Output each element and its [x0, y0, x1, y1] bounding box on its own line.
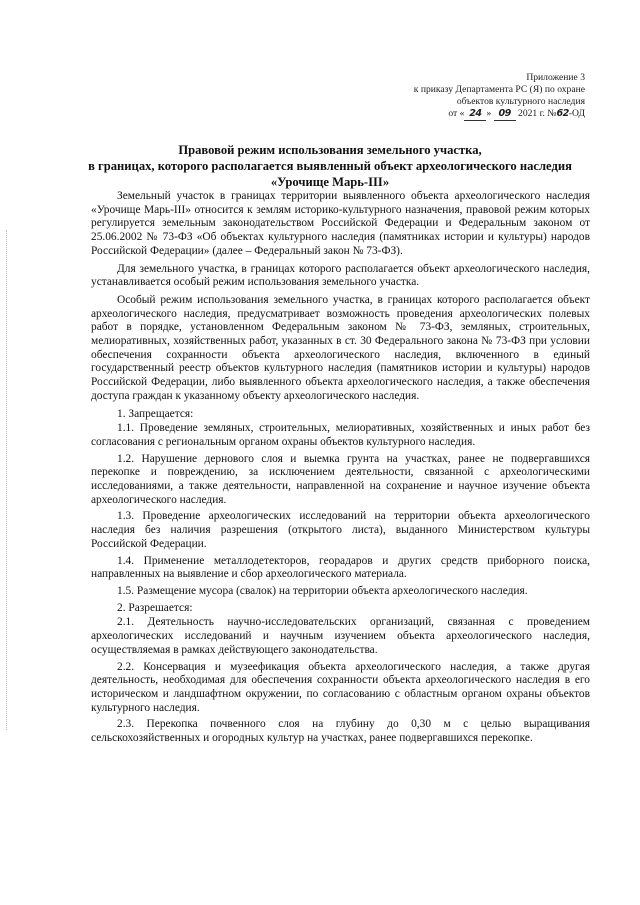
- scan-edge-mark: [6, 230, 8, 730]
- paragraph-intro: Земельный участок в границах территории выявленного объекта археологического наследия «Урочище Марь-III» относится к землям историко-культурного назначения, правовой режим которых регулируется земельным законодательством Российской Федерации и Федеральным законом от 25.06.2002 № 73-ФЗ «Об объектах культурного наследия (памятниках истории и культуры) народов Российской Федерации» (далее – Федеральный закон № 73-ФЗ).: [91, 190, 590, 257]
- handwritten-month: 09: [494, 108, 516, 121]
- clause-2-3: 2.3. Перекопка почвенного слоя на глубину до 0,30 м с целью выращивания сельскохозяйственных и огородных культур на участках, ранее подвергавшихся перекопке.: [91, 718, 590, 745]
- clause-1-1: 1.1. Проведение земляных, строительных, мелиоративных, хозяйственных и иных работ без согласования с региональным органом охраны объектов культурного наследия.: [91, 422, 590, 448]
- handwritten-order-number: 62: [556, 108, 569, 119]
- date-prefix: от «: [448, 108, 465, 119]
- title-line-2: в границах, которого располагается выявленный объект археологического наследия: [88, 159, 572, 173]
- title-line-3: «Урочище Марь-III»: [270, 175, 390, 189]
- handwritten-day: 24: [464, 108, 486, 121]
- appendix-order-date-line: [325, 108, 585, 121]
- clause-1-4: 1.4. Применение металлодетекторов, георадаров и других средств приборного поиска, направленных на выявление и сбор археологического материала.: [91, 554, 590, 581]
- appendix-order-ref-cont: объектов культурного наследия: [456, 96, 585, 107]
- section-permitted-heading: 2. Разрешается:: [117, 601, 193, 614]
- clause-1-3: 1.3. Проведение археологических исследований на территории объекта археологического наследия без наличия разрешения (открытого листа), выданного Министерством культуры Российской Федерации.: [91, 510, 590, 550]
- title-line-1: Правовой режим использования земельного участка,: [178, 143, 482, 157]
- date-mid: »: [486, 108, 494, 119]
- document-body: [91, 190, 590, 749]
- clause-1-2: 1.2. Нарушение дернового слоя и выемка грунта на участках, ранее не подвергавшихся перекопке и повреждению, за исключением деятельности, связанной с археологическими исследованиями, а также деятельности, направленной на сохранение и научное изучение объекта археологического наследия.: [91, 452, 590, 506]
- date-year: 2021 г. №: [515, 108, 557, 119]
- document-title: [70, 142, 590, 190]
- section-prohibited-heading: 1. Запрещается:: [117, 407, 194, 420]
- order-suffix: -ОД: [568, 108, 585, 119]
- appendix-label: Приложение 3: [526, 72, 585, 83]
- clause-2-2: 2.2. Консервация и музеефикация объекта археологического наследия, а также другая деятельность, необходимая для обеспечения сохранности объекта археологического наследия в его историческом и ландшафтном окружении, по согласованию с областным органом охраны объектов культурного наследия.: [91, 660, 590, 714]
- clause-2-1: 2.1. Деятельность научно-исследовательских организаций, связанная с проведением археологических исследований и научным изучением объекта археологического наследия, осуществляемая в рамках действующего законодательства.: [91, 616, 590, 656]
- clause-1-5: 1.5. Размещение мусора (свалок) на территории объекта археологического наследия.: [117, 584, 528, 597]
- appendix-header: [325, 72, 585, 121]
- paragraph-regime-details: Особый режим использования земельного участка, в границах которого располагается объект археологического наследия, предусматривает возможность проведения археологических полевых работ в порядке, установленном Федеральным законом № 73-ФЗ, земляных, строительных, мелиоративных, хозяйственных работ, указанных в ст. 30 Федерального закона № 73-ФЗ при условии обеспечения сохранности объекта археологического наследия, включенного в единый государственный реестр объектов культурного наследия (памятников истории и культуры) народов Российской Федерации, либо выявленного объекта археологического наследия, а также обеспечения доступа граждан к указанному объекту археологического наследия.: [91, 293, 590, 402]
- paragraph-special-regime: Для земельного участка, в границах которого располагается объект археологического наследия, устанавливается особый режим использования земельного участка.: [91, 262, 590, 289]
- appendix-order-ref: к приказу Департамента РС (Я) по охране: [413, 84, 585, 95]
